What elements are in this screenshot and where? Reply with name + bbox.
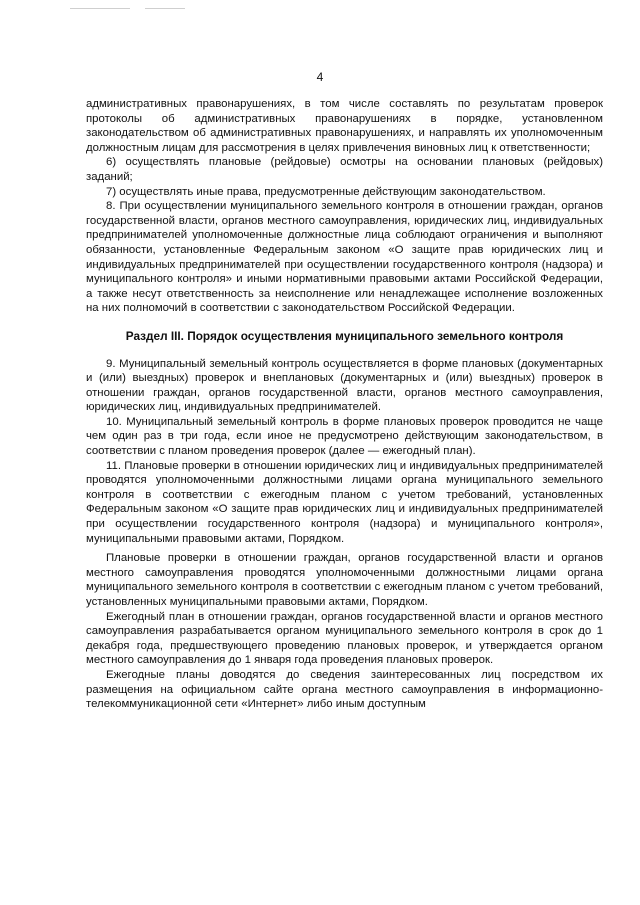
paragraph-planned-checks: Плановые проверки в отношении граждан, органов государственной власти и органов местного самоуправления проводятся уполномоченными должностными лицами органа муниципального земельного контроля в соответствии с ежегодным планом с учетом требований, установленных муниципальными правовыми актами, Порядком. [86,552,603,608]
page-number: 4 [316,70,324,84]
section-title: Раздел III. Порядок осуществления муниципального земельного контроля [125,328,564,343]
paragraph-item-7: 7) осуществлять иные права, предусмотренные действующим законодательством. [106,185,546,198]
paragraph-item-6: 6) осуществлять плановые (рейдовые) осмотры на основании плановых (рейдовых) заданий; [86,156,603,183]
scan-artifact [70,8,130,9]
paragraph-annual-plan: Ежегодный план в отношении граждан, органов государственной власти и органов местного самоуправления разрабатывается органом муниципального земельного контроля в срок до 1 декабря года, предшествующего проведению плановых проверок, и утверждается органом местного самоуправления до 1 января года проведения плановых проверок. [86,610,603,667]
paragraph-11: 11. Плановые проверки в отношении юридических лиц и индивидуальных предпринимателей проводятся уполномоченными должностными лицами органа муниципального земельного контроля в соответствии с ежегодным планом с учетом требований, установленных Федеральным законом «О защите прав юридических лиц и индивидуальных предпринимателей при осуществлении государственного контроля (надзора) и муниципального контроля», муниципальными правовыми актами, Порядком. [86,459,603,545]
paragraph-8: 8. При осуществлении муниципального земельного контроля в отношении граждан, органов государственной власти, органов местного самоуправления, юридических лиц, индивидуальных предпринимателей уполномоченные должностные лица соблюдают ограничения и выполняют обязанности, установленные Федеральным законом «О защите прав юридических лиц и индивидуальных предпринимателей при осуществлении государственного контроля (надзора) и муниципального контроля» и иными нормативными правовыми актами Российской Федерации, а также несут ответственность за неисполнение или ненадлежащее исполнение возложенных на них полномочий в соответствии с законодательством Российской Федерации. [86,200,603,315]
paragraph-9: 9. Муниципальный земельный контроль осуществляется в форме плановых (документарных и (или) выездных) проверок и внеплановых (документарных и (или) выездных) проверок в отношении граждан, органов государственной власти, органов местного самоуправления, юридических лиц, индивидуальных предпринимателей. [86,357,603,414]
document-body [86,97,603,712]
paragraph-10: 10. Муниципальный земельный контроль в форме плановых проверок проводится не чаще чем один раз в три года, если иное не предусмотрено действующим законодательством, в соответствии с планом проведения проверок (далее — ежегодный план). [86,415,603,458]
scan-artifact [145,8,185,9]
paragraph-continuation: административных правонарушениях, в том числе составлять по результатам проверок протоколы об административных правонарушениях в порядке, установленном законодательством об административных правонарушениях, и направлять их уполномоченным должностным лицам для рассмотрения в целях привлечения виновных лиц к ответственности; [86,98,603,154]
paragraph-plan-publication: Ежегодные планы доводятся до сведения заинтересованных лиц посредством их размещения на официальном сайте органа местного самоуправления в информационно-телекоммуникационной сети «Интернет» либо иным доступным [86,668,603,711]
